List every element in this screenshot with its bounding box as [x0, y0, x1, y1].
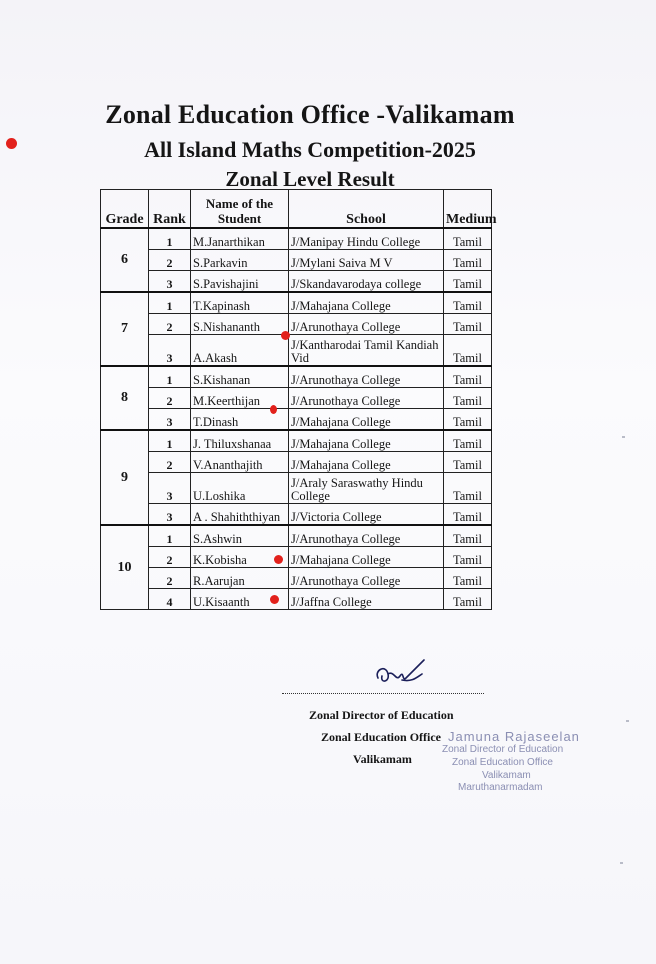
- medium-cell: Tamil: [444, 588, 492, 609]
- competition-title: All Island Maths Competition-2025: [144, 137, 476, 162]
- school-name: J/Arunothaya College: [289, 313, 444, 334]
- school-name: J/Manipay Hindu College: [289, 228, 444, 250]
- school-name: J/Mahajana College: [289, 430, 444, 452]
- red-mark-margin: [6, 138, 17, 149]
- table-row: [101, 270, 492, 292]
- medium-cell: Tamil: [444, 451, 492, 472]
- student-name: V.Ananthajith: [191, 451, 289, 472]
- office-title: Zonal Education Office -Valikamam: [105, 100, 515, 129]
- rank-cell: 3: [149, 270, 191, 292]
- student-name: S.Kishanan: [191, 366, 289, 388]
- grade-cell: 8: [101, 366, 149, 430]
- results-table: [100, 189, 497, 610]
- student-name: S.Ashwin: [191, 525, 289, 547]
- student-name: T.Kapinash: [191, 292, 289, 314]
- school-name: J/Arunothaya College: [289, 567, 444, 588]
- rank-cell: 1: [149, 366, 191, 388]
- student-name: J. Thiluxshanaa: [191, 430, 289, 452]
- medium-cell: Tamil: [444, 525, 492, 547]
- medium-cell: Tamil: [444, 387, 492, 408]
- grade-cell: 10: [101, 525, 149, 610]
- rank-cell: 2: [149, 546, 191, 567]
- red-mark-keerthijan: [270, 405, 277, 414]
- student-name: S.Pavishajini: [191, 270, 289, 292]
- table-row: [101, 567, 492, 588]
- medium-cell: Tamil: [444, 567, 492, 588]
- student-name: R.Aarujan: [191, 567, 289, 588]
- medium-cell: Tamil: [444, 430, 492, 452]
- rank-cell: 4: [149, 588, 191, 609]
- grade-cell: 9: [101, 430, 149, 525]
- student-name: K.Kobisha: [191, 546, 289, 567]
- seal-title: Zonal Director of Education: [442, 744, 564, 755]
- grade-cell: 7: [101, 292, 149, 366]
- school-name: J/Kantharodai Tamil Kandiah Vid: [289, 334, 444, 366]
- speck: [620, 862, 623, 864]
- red-mark-aarujan: [270, 595, 279, 604]
- rank-cell: 3: [149, 503, 191, 525]
- medium-cell: Tamil: [444, 292, 492, 314]
- medium-cell: Tamil: [444, 408, 492, 430]
- table-row: [101, 313, 492, 334]
- medium-cell: Tamil: [444, 313, 492, 334]
- rank-cell: 1: [149, 525, 191, 547]
- student-name: A.Akash: [191, 334, 289, 366]
- name-header: Name of the Student: [191, 190, 289, 228]
- table-row: [101, 430, 492, 452]
- table-row: [101, 387, 492, 408]
- rank-cell: 3: [149, 408, 191, 430]
- table-row: [101, 451, 492, 472]
- student-name: T.Dinash: [191, 408, 289, 430]
- medium-cell: Tamil: [444, 334, 492, 366]
- school-name: J/Mahajana College: [289, 292, 444, 314]
- table-row: [101, 366, 492, 388]
- footer-director: Zonal Director of Education: [309, 708, 454, 722]
- rank-cell: 1: [149, 430, 191, 452]
- table-row: [101, 334, 492, 366]
- table-row: [101, 525, 492, 547]
- medium-cell: Tamil: [444, 472, 492, 503]
- student-name: A . Shahiththiyan: [191, 503, 289, 525]
- rank-cell: 3: [149, 472, 191, 503]
- table-row: [101, 249, 492, 270]
- school-name: J/Skandavarodaya college: [289, 270, 444, 292]
- footer-location: Valikamam: [353, 752, 412, 766]
- table-row: [101, 408, 492, 430]
- red-mark-ashwin: [274, 555, 283, 564]
- student-name: U.Kisaanth: [191, 588, 289, 609]
- rank-cell: 2: [149, 249, 191, 270]
- red-mark-nishananth: [281, 331, 290, 340]
- seal-zone: Valikamam: [482, 770, 531, 781]
- signature-line: [282, 693, 484, 694]
- school-name: J/Mylani Saiva M V: [289, 249, 444, 270]
- footer-office: Zonal Education Office: [321, 730, 442, 744]
- rank-cell: 2: [149, 451, 191, 472]
- student-name: S.Nishananth: [191, 313, 289, 334]
- seal-office: Zonal Education Office: [452, 757, 553, 768]
- school-name: J/Arunothaya College: [289, 366, 444, 388]
- rank-cell: 2: [149, 567, 191, 588]
- rank-cell: 1: [149, 292, 191, 314]
- table-row: [101, 472, 492, 503]
- school-header: School: [289, 190, 444, 228]
- school-name: J/Mahajana College: [289, 451, 444, 472]
- seal-name: Jamuna Rajaseelan: [448, 729, 580, 744]
- school-name: J/Mahajana College: [289, 546, 444, 567]
- rank-header: Rank: [149, 190, 191, 228]
- school-name: J/Mahajana College: [289, 408, 444, 430]
- medium-cell: Tamil: [444, 366, 492, 388]
- school-name: J/Arunothaya College: [289, 387, 444, 408]
- student-name: M.Keerthijan: [191, 387, 289, 408]
- medium-cell: Tamil: [444, 546, 492, 567]
- rank-cell: 2: [149, 313, 191, 334]
- school-name: J/Araly Saraswathy Hindu College: [289, 472, 444, 503]
- medium-cell: Tamil: [444, 249, 492, 270]
- medium-header: Medium: [444, 190, 492, 228]
- grade-header: Grade: [101, 190, 149, 228]
- signature-mark: [372, 652, 432, 692]
- student-name: U.Loshika: [191, 472, 289, 503]
- medium-cell: Tamil: [444, 503, 492, 525]
- rank-cell: 3: [149, 334, 191, 366]
- medium-cell: Tamil: [444, 228, 492, 250]
- school-name: J/Arunothaya College: [289, 525, 444, 547]
- result-heading: Zonal Level Result: [225, 167, 395, 191]
- table-row: [101, 546, 492, 567]
- school-name: J/Jaffna College: [289, 588, 444, 609]
- student-name: S.Parkavin: [191, 249, 289, 270]
- table-row: [101, 228, 492, 250]
- table-row: [101, 588, 492, 609]
- school-name: J/Victoria College: [289, 503, 444, 525]
- table-row: [101, 292, 492, 314]
- speck: [626, 720, 629, 722]
- rank-cell: 1: [149, 228, 191, 250]
- table-row: [101, 503, 492, 525]
- speck: [622, 436, 625, 438]
- rank-cell: 2: [149, 387, 191, 408]
- grade-cell: 6: [101, 228, 149, 292]
- student-name: M.Janarthikan: [191, 228, 289, 250]
- medium-cell: Tamil: [444, 270, 492, 292]
- seal-place: Maruthanarmadam: [458, 782, 543, 793]
